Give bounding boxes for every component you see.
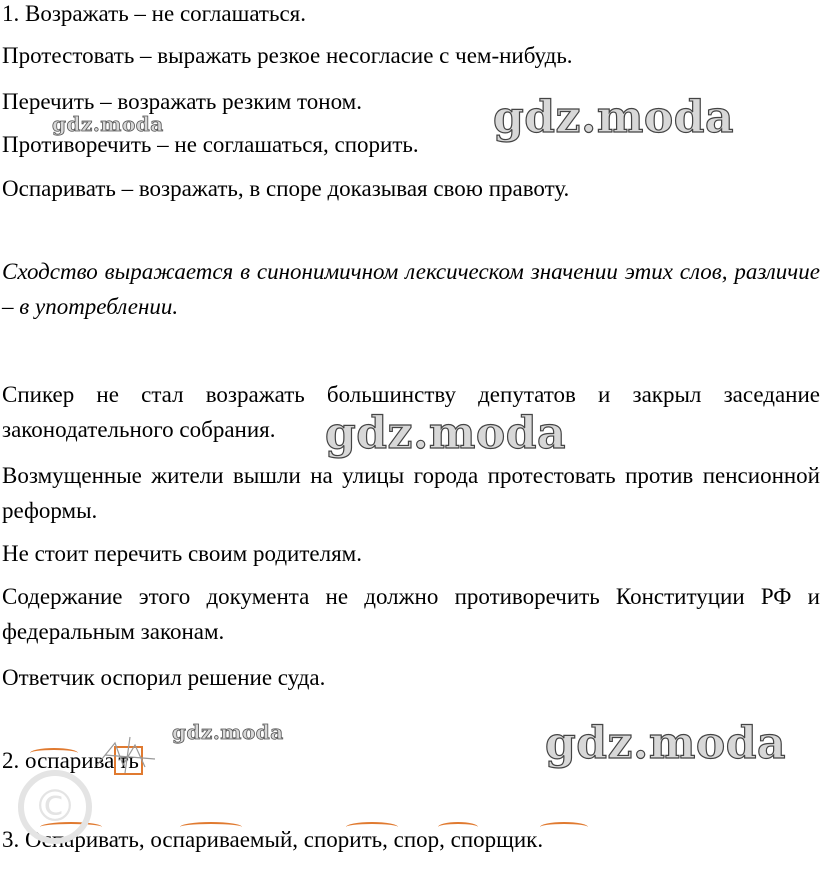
copyright-icon: © <box>18 770 92 844</box>
watermark-logo: gdz.moda <box>52 112 164 136</box>
example-3: Не стоит перечить своим родителям. <box>2 541 362 566</box>
scribble-icon <box>95 735 160 775</box>
similarity-note: Сходство выражается в синонимичном лексическом значении этих слов, различие – в употреблении. <box>2 259 820 319</box>
definition-2: Протестовать – выражать резкое несогласие с чем-нибудь. <box>2 43 573 68</box>
definition-5: Оспаривать – возражать, в споре доказывая свою правоту. <box>2 176 570 201</box>
definition-1: 1. Возражать – не соглашаться. <box>2 1 307 26</box>
root-arc-mark <box>438 822 478 832</box>
root-arc-mark <box>30 748 78 758</box>
example-5: Ответчик оспорил решение суда. <box>2 665 326 690</box>
section2-prefix: 2. оспарива <box>2 748 115 773</box>
ending-box: ть <box>114 746 143 775</box>
root-arc-mark <box>180 822 242 832</box>
section3-answer: 3. Оспаривать, оспариваемый, спорить, спор, спорщик. <box>2 827 544 852</box>
watermark-logo: gdz.moda <box>545 718 787 769</box>
definition-4: Противоречить – не соглашаться, спорить. <box>2 132 419 157</box>
watermark-logo: gdz.moda <box>172 720 284 744</box>
example-2: Возмущенные жители вышли на улицы города протестовать против пенсионной реформы. <box>2 463 820 523</box>
root-arc-mark <box>540 822 588 832</box>
example-4: Содержание этого документа не должно противоречить Конституции РФ и федеральным законам. <box>2 584 820 644</box>
root-arc-mark <box>346 822 398 832</box>
watermark-logo: gdz.moda <box>493 92 735 143</box>
watermark-logo: gdz.moda <box>325 408 567 459</box>
example-1: Спикер не стал возражать большинству депутатов и закрыл заседание законодательного собрания. <box>2 382 820 442</box>
definition-3: Перечить – возражать резким тоном. <box>2 89 362 114</box>
